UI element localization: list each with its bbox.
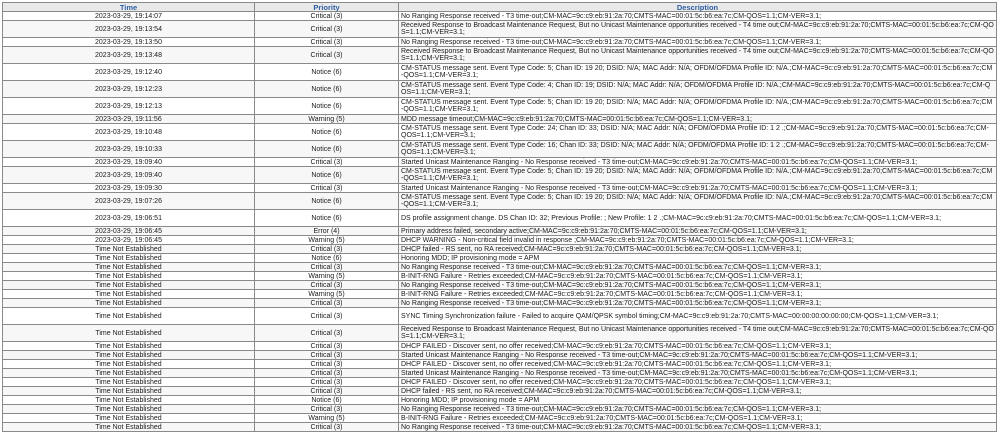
table-row [3,378,997,387]
table-row [3,290,997,299]
description-cell: CM-STATUS message sent. Event Type Code: 5; Chan ID: 19 20; DSID: N/A; MAC Addr: N/A; OFDM/OFDMA Profile ID: N/A.;CM-MAC=9c:c9:eb:91:2a:70;CMTS-MAC=00:01:5c:b6:ea:7c;CM-QOS=1.1;CM-VER=3.1; [399,64,997,81]
priority-cell: Critical (3) [255,12,399,21]
priority-cell: Warning (5) [255,272,399,281]
table-row [3,98,997,115]
description-cell: B-INIT-RNG Failure - Retries exceeded;CM-MAC=9c:c9:eb:91:2a:70;CMTS-MAC=00:01:5c:b6:ea:7c;CM-QOS=1.1;CM-VER=3.1; [399,290,997,299]
description-cell: No Ranging Response received - T3 time-out;CM-MAC=9c:c9:eb:91:2a:70;CMTS-MAC=00:01:5c:b6:ea:7c;CM-QOS=1.1;CM-VER=3.1; [399,281,997,290]
time-cell: Time Not Established [3,351,255,360]
time-cell: 2023-03-29, 19:13:48 [3,47,255,64]
table-row [3,158,997,167]
time-cell: 2023-03-29, 19:06:51 [3,210,255,227]
description-cell: Received Response to Broadcast Maintenance Request, But no Unicast Maintenance opportunities received - T4 time out;CM-MAC=9c:c9:eb:91:2a:70;CMTS-MAC=00:01:5c:b6:ea:7c;CM-QOS=1.1;CM-VER=3.1; [399,21,997,38]
priority-cell: Notice (6) [255,141,399,158]
description-cell: MDD message timeout;CM-MAC=9c:c9:eb:91:2a:70;CMTS-MAC=00:01:5c:b6:ea:7c;CM-QOS=1.1;CM-VER=3.1; [399,115,997,124]
table-row [3,21,997,38]
table-row [3,167,997,184]
priority-cell: Error (4) [255,227,399,236]
time-cell: Time Not Established [3,308,255,325]
table-row [3,124,997,141]
time-cell: Time Not Established [3,290,255,299]
time-cell: Time Not Established [3,245,255,254]
table-row [3,210,997,227]
priority-cell: Critical (3) [255,184,399,193]
description-cell: Received Response to Broadcast Maintenance Request, But no Unicast Maintenance opportunities received - T4 time out;CM-MAC=9c:c9:eb:91:2a:70;CMTS-MAC=00:01:5c:b6:ea:7c;CM-QOS=1.1;CM-VER=3.1; [399,47,997,64]
description-cell: Started Unicast Maintenance Ranging - No Response received - T3 time-out;CM-MAC=9c:c9:eb:91:2a:70;CMTS-MAC=00:01:5c:b6:ea:7c;CM-QOS=1.1;CM-VER=3.1; [399,351,997,360]
description-cell: DHCP failed - RS sent, no RA received;CM-MAC=9c:c9:eb:91:2a:70;CMTS-MAC=00:01:5c:b6:ea:7c;CM-QOS=1.1;CM-VER=3.1; [399,387,997,396]
table-row [3,325,997,342]
column-header-priority: Priority [255,3,399,12]
description-cell: Received Response to Broadcast Maintenance Request, But no Unicast Maintenance opportunities received - T4 time out;CM-MAC=9c:c9:eb:91:2a:70;CMTS-MAC=00:01:5c:b6:ea:7c;CM-QOS=1.1;CM-VER=3.1; [399,325,997,342]
priority-cell: Critical (3) [255,360,399,369]
priority-cell: Notice (6) [255,167,399,184]
priority-cell: Notice (6) [255,81,399,98]
description-cell: DHCP FAILED - Discover sent, no offer received;CM-MAC=9c:c9:eb:91:2a:70;CMTS-MAC=00:01:5c:b6:ea:7c;CM-QOS=1.1;CM-VER=3.1; [399,378,997,387]
event-log-body [3,12,997,432]
description-cell: DHCP WARNING - Non-critical field invalid in response ;CM-MAC=9c:c9:eb:91:2a:70;CMTS-MAC=00:01:5c:b6:ea:7c;CM-QOS=1.1;CM-VER=3.1; [399,236,997,245]
table-row [3,299,997,308]
time-cell: 2023-03-29, 19:11:56 [3,115,255,124]
priority-cell: Critical (3) [255,325,399,342]
description-cell: CM-STATUS message sent. Event Type Code: 5; Chan ID: 19 20; DSID: N/A; MAC Addr: N/A; OFDM/OFDMA Profile ID: N/A.;CM-MAC=9c:c9:eb:91:2a:70;CMTS-MAC=00:01:5c:b6:ea:7c;CM-QOS=1.1;CM-VER=3.1; [399,167,997,184]
time-cell: 2023-03-29, 19:12:23 [3,81,255,98]
description-cell: Primary address failed, secondary active;CM-MAC=9c:c9:eb:91:2a:70;CMTS-MAC=00:01:5c:b6:ea:7c;CM-QOS=1.1;CM-VER=3.1; [399,227,997,236]
description-cell: B-INIT-RNG Failure - Retries exceeded;CM-MAC=9c:c9:eb:91:2a:70;CMTS-MAC=00:01:5c:b6:ea:7c;CM-QOS=1.1;CM-VER=3.1; [399,272,997,281]
time-cell: 2023-03-29, 19:13:50 [3,38,255,47]
description-cell: No Ranging Response received - T3 time-out;CM-MAC=9c:c9:eb:91:2a:70;CMTS-MAC=00:01:5c:b6:ea:7c;CM-QOS=1.1;CM-VER=3.1; [399,12,997,21]
description-cell: DHCP FAILED - Discover sent, no offer received;CM-MAC=9c:c9:eb:91:2a:70;CMTS-MAC=00:01:5c:b6:ea:7c;CM-QOS=1.1;CM-VER=3.1; [399,342,997,351]
priority-cell: Critical (3) [255,369,399,378]
table-row [3,308,997,325]
description-cell: CM-STATUS message sent. Event Type Code: 24; Chan ID: 33; DSID: N/A; MAC Addr: N/A; OFDM/OFDMA Profile ID: 1 2 .;CM-MAC=9c:c9:eb:91:2a:70;CMTS-MAC=00:01:5c:b6:ea:7c;CM-QOS=1.1;CM-VER=3.1; [399,124,997,141]
description-cell: Honoring MDD; IP provisioning mode = APM [399,254,997,263]
priority-cell: Critical (3) [255,378,399,387]
time-cell: 2023-03-29, 19:09:40 [3,158,255,167]
time-cell: Time Not Established [3,254,255,263]
time-cell: 2023-03-29, 19:12:13 [3,98,255,115]
priority-cell: Warning (5) [255,290,399,299]
description-cell: SYNC Timing Synchronization failure - Failed to acquire QAM/QPSK symbol timing;CM-MAC=9c:c9:eb:91:2a:70;CMTS-MAC=00:00:00:00:00:00;CM-QOS=1.1;CM-VER=3.1; [399,308,997,325]
description-cell: DHCP FAILED - Discover sent, no offer received;CM-MAC=9c:c9:eb:91:2a:70;CMTS-MAC=00:01:5c:b6:ea:7c;CM-QOS=1.1;CM-VER=3.1; [399,360,997,369]
time-cell: Time Not Established [3,423,255,432]
priority-cell: Critical (3) [255,158,399,167]
priority-cell: Critical (3) [255,47,399,64]
priority-cell: Critical (3) [255,263,399,272]
table-row [3,236,997,245]
table-header-row [3,3,997,12]
table-row [3,47,997,64]
time-cell: 2023-03-29, 19:09:40 [3,167,255,184]
time-cell: Time Not Established [3,378,255,387]
time-cell: 2023-03-29, 19:14:07 [3,12,255,21]
time-cell: 2023-03-29, 19:09:30 [3,184,255,193]
time-cell: 2023-03-29, 19:13:54 [3,21,255,38]
priority-cell: Critical (3) [255,21,399,38]
time-cell: Time Not Established [3,281,255,290]
table-row [3,405,997,414]
description-cell: Started Unicast Maintenance Ranging - No Response received - T3 time-out;CM-MAC=9c:c9:eb:91:2a:70;CMTS-MAC=00:01:5c:b6:ea:7c;CM-QOS=1.1;CM-VER=3.1; [399,158,997,167]
time-cell: Time Not Established [3,299,255,308]
time-cell: Time Not Established [3,369,255,378]
priority-cell: Critical (3) [255,405,399,414]
priority-cell: Critical (3) [255,387,399,396]
event-log-table [2,2,997,432]
time-cell: 2023-03-29, 19:07:26 [3,193,255,210]
table-row [3,254,997,263]
description-cell: DHCP failed - RS sent, no RA received;CM-MAC=9c:c9:eb:91:2a:70;CMTS-MAC=00:01:5c:b6:ea:7c;CM-QOS=1.1;CM-VER=3.1; [399,245,997,254]
table-row [3,12,997,21]
table-row [3,396,997,405]
table-row [3,141,997,158]
description-cell: CM-STATUS message sent. Event Type Code: 5; Chan ID: 19 20; DSID: N/A; MAC Addr: N/A; OFDM/OFDMA Profile ID: N/A.;CM-MAC=9c:c9:eb:91:2a:70;CMTS-MAC=00:01:5c:b6:ea:7c;CM-QOS=1.1;CM-VER=3.1; [399,98,997,115]
table-row [3,115,997,124]
description-cell: No Ranging Response received - T3 time-out;CM-MAC=9c:c9:eb:91:2a:70;CMTS-MAC=00:01:5c:b6:ea:7c;CM-QOS=1.1;CM-VER=3.1; [399,299,997,308]
table-row [3,184,997,193]
table-row [3,64,997,81]
table-row [3,263,997,272]
priority-cell: Critical (3) [255,423,399,432]
priority-cell: Notice (6) [255,254,399,263]
table-row [3,193,997,210]
time-cell: 2023-03-29, 19:12:40 [3,64,255,81]
priority-cell: Notice (6) [255,396,399,405]
priority-cell: Critical (3) [255,351,399,360]
priority-cell: Notice (6) [255,64,399,81]
priority-cell: Notice (6) [255,124,399,141]
description-cell: No Ranging Response received - T3 time-out;CM-MAC=9c:c9:eb:91:2a:70;CMTS-MAC=00:01:5c:b6:ea:7c;CM-QOS=1.1;CM-VER=3.1; [399,405,997,414]
time-cell: Time Not Established [3,325,255,342]
time-cell: Time Not Established [3,405,255,414]
time-cell: 2023-03-29, 19:06:45 [3,227,255,236]
description-cell: CM-STATUS message sent. Event Type Code: 16; Chan ID: 33; DSID: N/A; MAC Addr: N/A; OFDM/OFDMA Profile ID: 1 2 .;CM-MAC=9c:c9:eb:91:2a:70;CMTS-MAC=00:01:5c:b6:ea:7c;CM-QOS=1.1;CM-VER=3.1; [399,141,997,158]
time-cell: Time Not Established [3,396,255,405]
time-cell: Time Not Established [3,387,255,396]
description-cell: Honoring MDD; IP provisioning mode = APM [399,396,997,405]
priority-cell: Warning (5) [255,236,399,245]
table-row [3,351,997,360]
table-row [3,227,997,236]
description-cell: Started Unicast Maintenance Ranging - No Response received - T3 time-out;CM-MAC=9c:c9:eb:91:2a:70;CMTS-MAC=00:01:5c:b6:ea:7c;CM-QOS=1.1;CM-VER=3.1; [399,184,997,193]
priority-cell: Critical (3) [255,245,399,254]
table-row [3,414,997,423]
description-cell: No Ranging Response received - T3 time-out;CM-MAC=9c:c9:eb:91:2a:70;CMTS-MAC=00:01:5c:b6:ea:7c;CM-QOS=1.1;CM-VER=3.1; [399,263,997,272]
table-row [3,342,997,351]
table-row [3,423,997,432]
priority-cell: Warning (5) [255,414,399,423]
priority-cell: Warning (5) [255,115,399,124]
time-cell: Time Not Established [3,342,255,351]
priority-cell: Critical (3) [255,299,399,308]
time-cell: 2023-03-29, 19:10:48 [3,124,255,141]
table-row [3,387,997,396]
time-cell: 2023-03-29, 19:06:45 [3,236,255,245]
column-header-time: Time [3,3,255,12]
priority-cell: Critical (3) [255,281,399,290]
table-row [3,360,997,369]
time-cell: 2023-03-29, 19:10:33 [3,141,255,158]
table-row [3,369,997,378]
description-cell: CM-STATUS message sent. Event Type Code: 5; Chan ID: 19 20; DSID: N/A; MAC Addr: N/A; OFDM/OFDMA Profile ID: N/A.;CM-MAC=9c:c9:eb:91:2a:70;CMTS-MAC=00:01:5c:b6:ea:7c;CM-QOS=1.1;CM-VER=3.1; [399,193,997,210]
table-row [3,272,997,281]
time-cell: Time Not Established [3,272,255,281]
priority-cell: Notice (6) [255,98,399,115]
table-row [3,81,997,98]
time-cell: Time Not Established [3,360,255,369]
time-cell: Time Not Established [3,414,255,423]
priority-cell: Critical (3) [255,308,399,325]
priority-cell: Critical (3) [255,38,399,47]
priority-cell: Notice (6) [255,193,399,210]
time-cell: Time Not Established [3,263,255,272]
column-header-description: Description [399,3,997,12]
table-row [3,281,997,290]
description-cell: No Ranging Response received - T3 time-out;CM-MAC=9c:c9:eb:91:2a:70;CMTS-MAC=00:01:5c:b6:ea:7c;CM-QOS=1.1;CM-VER=3.1; [399,38,997,47]
description-cell: Started Unicast Maintenance Ranging - No Response received - T3 time-out;CM-MAC=9c:c9:eb:91:2a:70;CMTS-MAC=00:01:5c:b6:ea:7c;CM-QOS=1.1;CM-VER=3.1; [399,369,997,378]
description-cell: DS profile assignment change. DS Chan ID: 32; Previous Profile: ; New Profile: 1 2 .;CM-MAC=9c:c9:eb:91:2a:70;CMTS-MAC=00:01:5c:b6:ea:7c;CM-QOS=1.1;CM-VER=3.1; [399,210,997,227]
description-cell: CM-STATUS message sent. Event Type Code: 4; Chan ID: 19; DSID: N/A; MAC Addr: N/A; OFDM/OFDMA Profile ID: N/A.;CM-MAC=9c:c9:eb:91:2a:70;CMTS-MAC=00:01:5c:b6:ea:7c;CM-QOS=1.1;CM-VER=3.1; [399,81,997,98]
description-cell: No Ranging Response received - T3 time-out;CM-MAC=9c:c9:eb:91:2a:70;CMTS-MAC=00:01:5c:b6:ea:7c;CM-QOS=1.1;CM-VER=3.1; [399,423,997,432]
description-cell: B-INIT-RNG Failure - Retries exceeded;CM-MAC=9c:c9:eb:91:2a:70;CMTS-MAC=00:01:5c:b6:ea:7c;CM-QOS=1.1;CM-VER=3.1; [399,414,997,423]
table-row [3,38,997,47]
priority-cell: Critical (3) [255,342,399,351]
priority-cell: Notice (6) [255,210,399,227]
table-row [3,245,997,254]
